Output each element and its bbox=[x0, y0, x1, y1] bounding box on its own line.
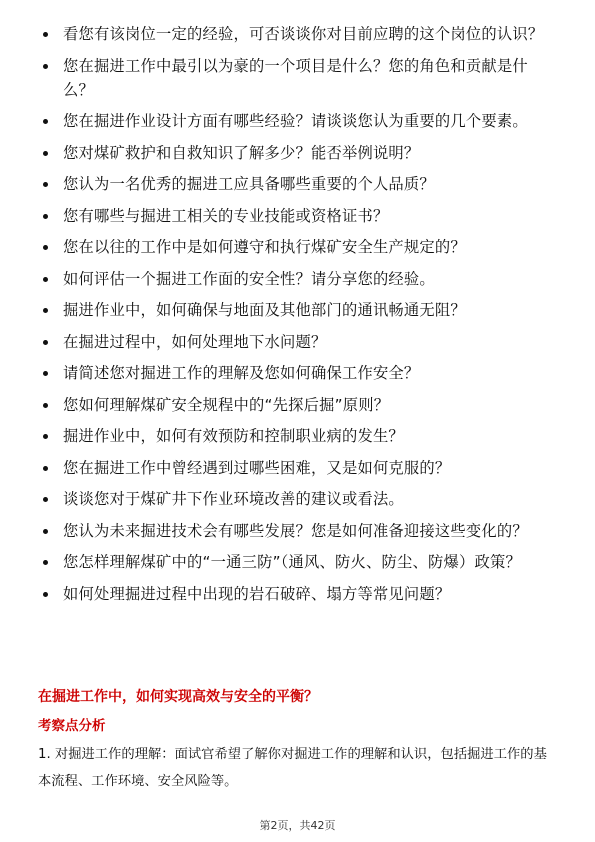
bullet-icon bbox=[43, 32, 48, 37]
bullet-icon bbox=[43, 64, 48, 69]
bullet-icon bbox=[43, 466, 48, 471]
list-item bbox=[0, 424, 595, 448]
list-item bbox=[0, 361, 595, 385]
bullet-icon bbox=[43, 182, 48, 187]
question-text: 您对煤矿救护和自救知识了解多少？能否举例说明？ bbox=[63, 143, 420, 162]
question-text: 请简述您对掘进工作的理解及您如何确保工作安全？ bbox=[63, 364, 420, 382]
list-item bbox=[0, 235, 595, 259]
bullet-icon bbox=[43, 214, 48, 219]
bullet-icon bbox=[43, 371, 48, 376]
list-item bbox=[0, 393, 595, 417]
list-item bbox=[0, 22, 595, 46]
bullet-icon bbox=[43, 277, 48, 282]
question-text: 您有哪些与掘进工相关的专业技能或资格证书？ bbox=[63, 206, 389, 225]
list-item bbox=[0, 330, 595, 354]
question-text: 如何处理掘进过程中出现的岩石破碎、塌方等常见问题？ bbox=[63, 584, 451, 603]
question-text: 掘进作业中，如何有效预防和控制职业病的发生？ bbox=[63, 427, 404, 445]
bullet-icon bbox=[43, 403, 48, 408]
question-text: 掘进作业中，如何确保与地面及其他部门的通讯畅通无阻？ bbox=[63, 301, 466, 319]
question-text: 您在掘进工作中曾经遇到过哪些困难，又是如何克服的？ bbox=[63, 458, 451, 477]
bullet-icon bbox=[43, 529, 48, 534]
bullet-icon bbox=[43, 497, 48, 502]
list-item bbox=[0, 487, 595, 511]
list-item bbox=[0, 109, 595, 133]
question-text: 您在掘进工作中最引以为豪的一个项目是什么？您的角色和贡献是什么？ bbox=[63, 56, 528, 99]
list-item bbox=[0, 550, 595, 574]
bullet-icon bbox=[43, 592, 48, 597]
bullet-icon bbox=[43, 308, 48, 313]
analysis-paragraph: 1. 对掘进工作的理解：面试官希望了解你对掘进工作的理解和认识，包括掘进工作的基本流程、工作环境、安全风险等。 bbox=[38, 747, 547, 789]
question-list bbox=[0, 22, 595, 613]
question-text: 谈谈您对于煤矿井下作业环境改善的建议或看法。 bbox=[63, 490, 404, 508]
question-text: 您在掘进作业设计方面有哪些经验？请谈谈您认为重要的几个要素。 bbox=[63, 112, 528, 130]
bullet-icon bbox=[43, 560, 48, 565]
question-text: 您如何理解煤矿安全规程中的“先探后掘”原则？ bbox=[63, 395, 390, 414]
bullet-icon bbox=[43, 245, 48, 250]
page-number: 第2页，共42页 bbox=[259, 819, 336, 832]
question-text: 在掘进过程中，如何处理地下水问题？ bbox=[63, 332, 327, 351]
section-title: 在掘进工作中，如何实现高效与安全的平衡？ bbox=[38, 689, 318, 705]
question-text: 如何评估一个掘进工作面的安全性？请分享您的经验。 bbox=[63, 269, 435, 288]
list-item bbox=[0, 54, 595, 102]
list-item bbox=[0, 456, 595, 480]
list-item bbox=[0, 298, 595, 322]
list-item bbox=[0, 519, 595, 543]
question-text: 您怎样理解煤矿中的“一通三防”（通风、防火、防尘、防爆）政策？ bbox=[63, 553, 522, 571]
bullet-icon bbox=[43, 340, 48, 345]
question-text: 您认为未来掘进技术会有哪些发展？您是如何准备迎接这些变化的？ bbox=[63, 521, 528, 540]
bullet-icon bbox=[43, 119, 48, 124]
bullet-icon bbox=[43, 434, 48, 439]
question-text: 看您有该岗位一定的经验，可否谈谈你对目前应聘的这个岗位的认识？ bbox=[63, 25, 544, 43]
question-text: 您认为一名优秀的掘进工应具备哪些重要的个人品质？ bbox=[63, 175, 435, 193]
list-item bbox=[0, 204, 595, 228]
question-text: 您在以往的工作中是如何遵守和执行煤矿安全生产规定的？ bbox=[63, 238, 466, 256]
bullet-icon bbox=[43, 151, 48, 156]
analysis-subtitle: 考察点分析 bbox=[38, 718, 106, 734]
list-item bbox=[0, 172, 595, 196]
list-item bbox=[0, 582, 595, 606]
list-item bbox=[0, 141, 595, 165]
list-item bbox=[0, 267, 595, 291]
